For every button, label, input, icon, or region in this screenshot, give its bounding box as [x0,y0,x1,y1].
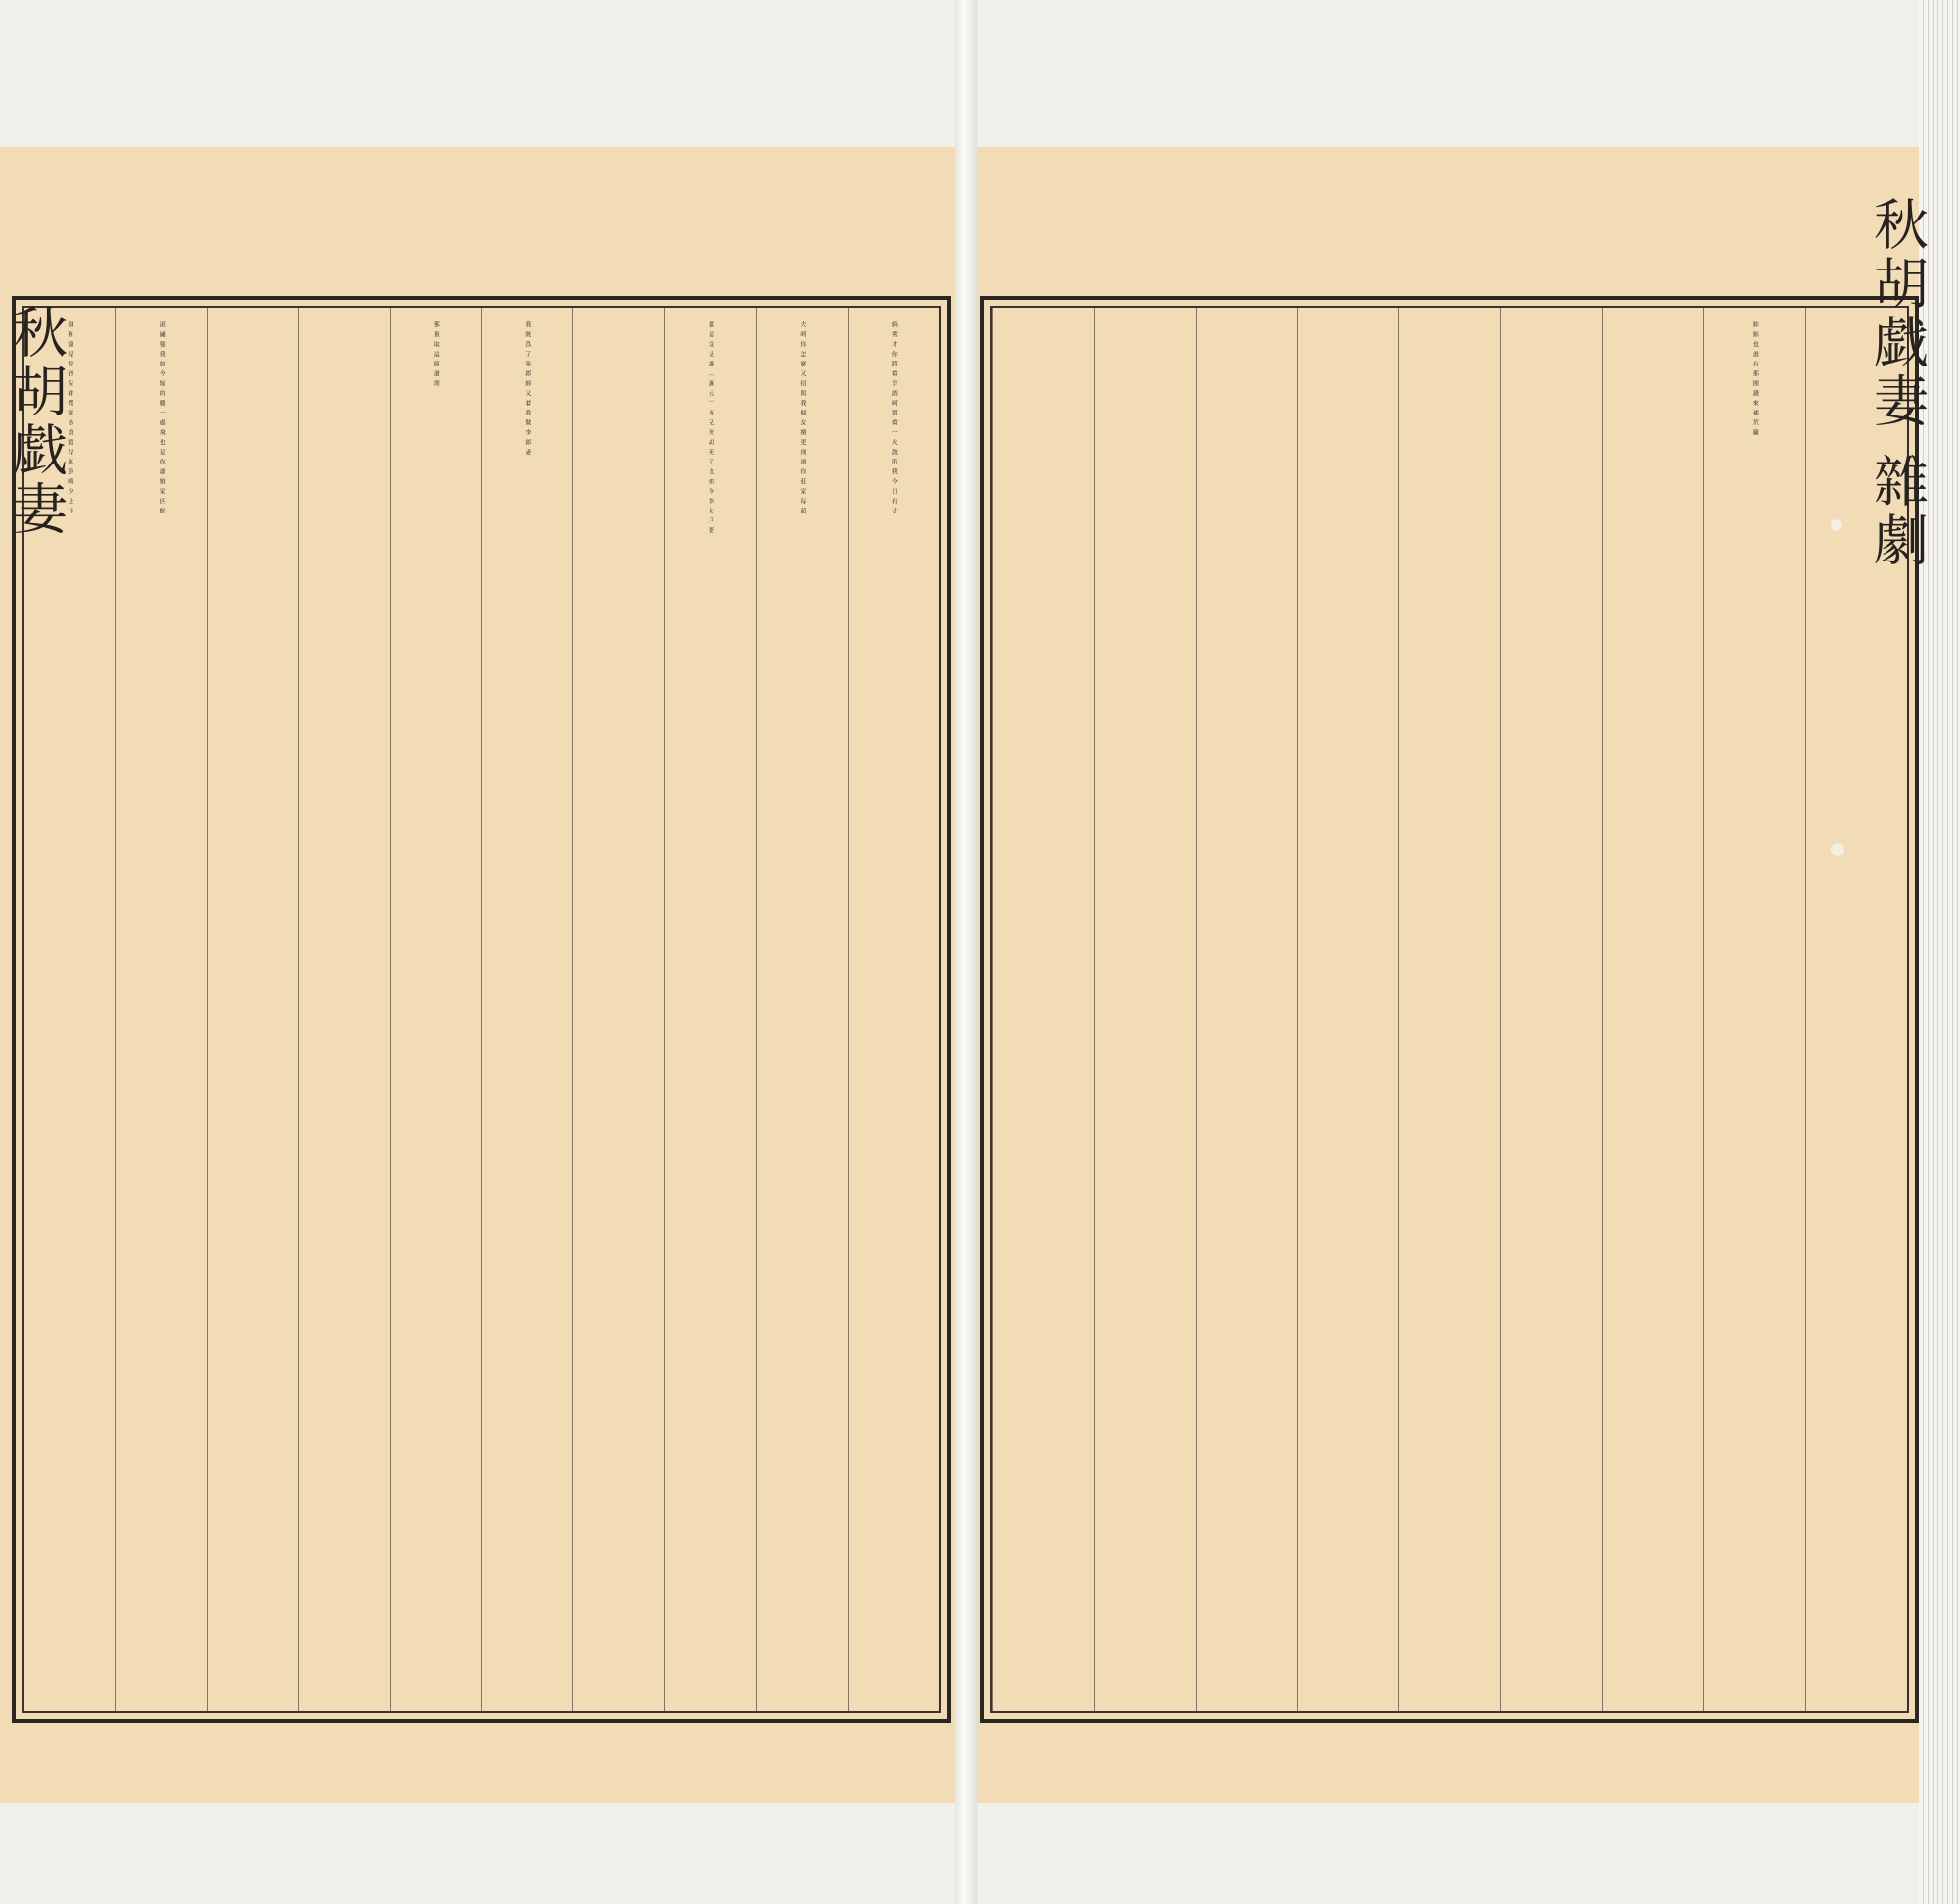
text-column [1094,308,1196,1711]
text-column [848,308,939,1711]
column-text: 妳妳也誰有那閒錢來補笊籬 [1751,321,1759,439]
text-column [207,308,298,1711]
text-column [572,308,663,1711]
right-page-frame [980,296,1919,1723]
binding-hole [1831,843,1844,856]
text-column [992,308,1094,1711]
text-column [664,308,756,1711]
column-rule [939,308,940,1711]
text-column [390,308,481,1711]
column-text: 蘆提沒見識〔羅云〕孩兒秋胡死了也如今李大戶要 [707,321,714,537]
column-text: 我既爲了張郎婦又着我做李郎妻 [523,321,531,459]
bottom-blank-margin [0,1793,1960,1904]
right-fold-title: 秋胡戯妻 [1865,196,1929,431]
column-text: 倘秀才你將着羊酒呵領着一火鼓笛我今日有丈 [890,321,898,517]
text-column [1196,308,1298,1711]
column-text: 滚繡毬我如今嫁的雞一處飛也是你爺娘家匹配 [158,321,166,517]
column-text: 貧和富是您孩兒裙帶頭衣食從早起到晚夕上下 [66,321,74,517]
text-column [1703,308,1805,1711]
text-column [115,308,206,1711]
left-page-text-area [22,306,941,1713]
top-blank-margin [0,0,1960,147]
right-page-text-area [990,306,1909,1713]
text-column [1398,308,1500,1711]
column-text: 那裏取這般道理 [432,321,440,390]
text-column [1297,308,1398,1711]
text-column [298,308,389,1711]
binding-hole [1831,519,1842,531]
text-column [481,308,572,1711]
text-column [1602,308,1704,1711]
column-text: 夫呵你怎麼又招與我個女婿更則道你莊家每葫 [798,321,806,517]
right-fold-genre: 雜劇 [1865,453,1929,570]
right-fold-label [1857,196,1960,574]
text-column [1500,308,1602,1711]
text-column [756,308,847,1711]
left-page-frame [12,296,951,1723]
left-fold-title: 秋胡戯妻 [4,304,68,539]
book-gutter [956,0,977,1904]
left-fold-label [0,304,74,543]
